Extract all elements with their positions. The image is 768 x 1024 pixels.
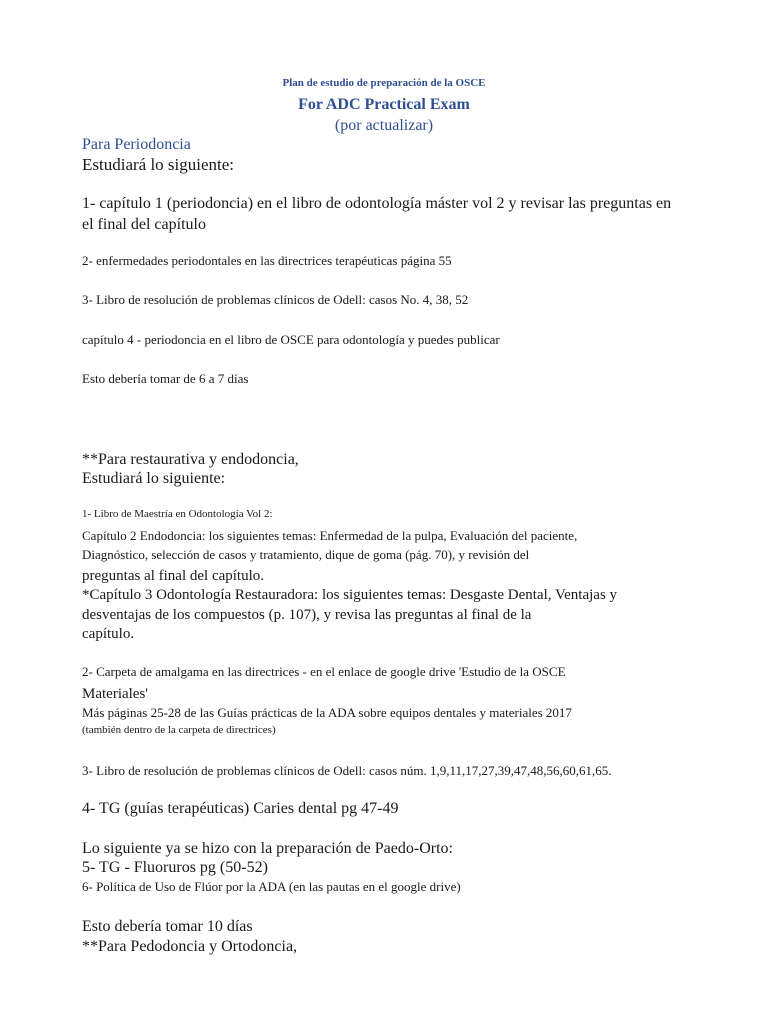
- resto-done-intro: Lo siguiente ya se hizo con la preparación de Paedo-Orto:: [82, 840, 453, 857]
- resto-item1-line5: desventajas de los compuestos (p. 107), y revisa las preguntas al final de la: [82, 607, 532, 623]
- document-main-title: For ADC Practical Exam: [298, 96, 470, 113]
- perio-item3: 3- Libro de resolución de problemas clínicos de Odell: casos No. 4, 38, 52: [82, 292, 469, 307]
- resto-item2-line3: Más páginas 25-28 de las Guías prácticas de la ADA sobre equipos dentales y materiales 2017: [82, 705, 572, 720]
- resto-intro: Estudiará lo siguiente:: [82, 470, 226, 487]
- perio-intro: Estudiará lo siguiente:: [82, 155, 235, 174]
- resto-duration: Esto debería tomar 10 días: [82, 918, 253, 935]
- resto-item2-line4: (también dentro de la carpeta de directrices): [82, 724, 276, 736]
- perio-duration: Esto debería tomar de 6 a 7 días: [82, 371, 249, 386]
- perio-item1-line1: 1- capítulo 1 (periodoncia) en el libro de odontología máster vol 2 y revisar las preguntas en: [82, 195, 672, 212]
- resto-item1-line6: capítulo.: [82, 626, 135, 642]
- resto-item1-title: 1- Libro de Maestría en Odontología Vol 2:: [82, 508, 273, 520]
- perio-item4: capítulo 4 - periodoncia en el libro de OSCE para odontología y puedes publicar: [82, 332, 500, 347]
- resto-item2-line1: 2- Carpeta de amalgama en las directrices - en el enlace de google drive 'Estudio de la OSCE: [82, 664, 566, 679]
- perio-item2: 2- enfermedades periodontales en las directrices terapéuticas página 55: [82, 253, 452, 268]
- pedo-heading: **Para Pedodoncia y Ortodoncia,: [82, 938, 298, 955]
- perio-heading: Para Periodoncia: [82, 136, 191, 153]
- perio-item1-line2: el final del capítulo: [82, 216, 206, 233]
- resto-item1-line3: preguntas al final del capítulo.: [82, 568, 265, 584]
- resto-heading: **Para restaurativa y endodoncia,: [82, 451, 299, 468]
- resto-item4: 4- TG (guías terapéuticas) Caries dental pg 47-49: [82, 800, 399, 817]
- resto-item1-line1: Capítulo 2 Endodoncia: los siguientes temas: Enfermedad de la pulpa, Evaluación del paciente,: [82, 528, 578, 543]
- document-small-title: Plan de estudio de preparación de la OSCE: [282, 77, 486, 89]
- resto-item1-line2: Diagnóstico, selección de casos y tratamiento, dique de goma (pág. 70), y revisión del: [82, 547, 530, 562]
- resto-item1-line4: *Capítulo 3 Odontología Restauradora: los siguientes temas: Desgaste Dental, Ventajas y: [82, 587, 618, 603]
- resto-item3: 3- Libro de resolución de problemas clínicos de Odell: casos núm. 1,9,11,17,27,39,47,48,56,60,61,65.: [82, 763, 612, 778]
- resto-item2-line2: Materiales': [82, 686, 149, 702]
- resto-item5: 5- TG - Fluoruros pg (50-52): [82, 859, 268, 876]
- resto-item6: 6- Política de Uso de Flúor por la ADA (en las pautas en el google drive): [82, 879, 461, 894]
- document-subtitle: (por actualizar): [334, 117, 434, 134]
